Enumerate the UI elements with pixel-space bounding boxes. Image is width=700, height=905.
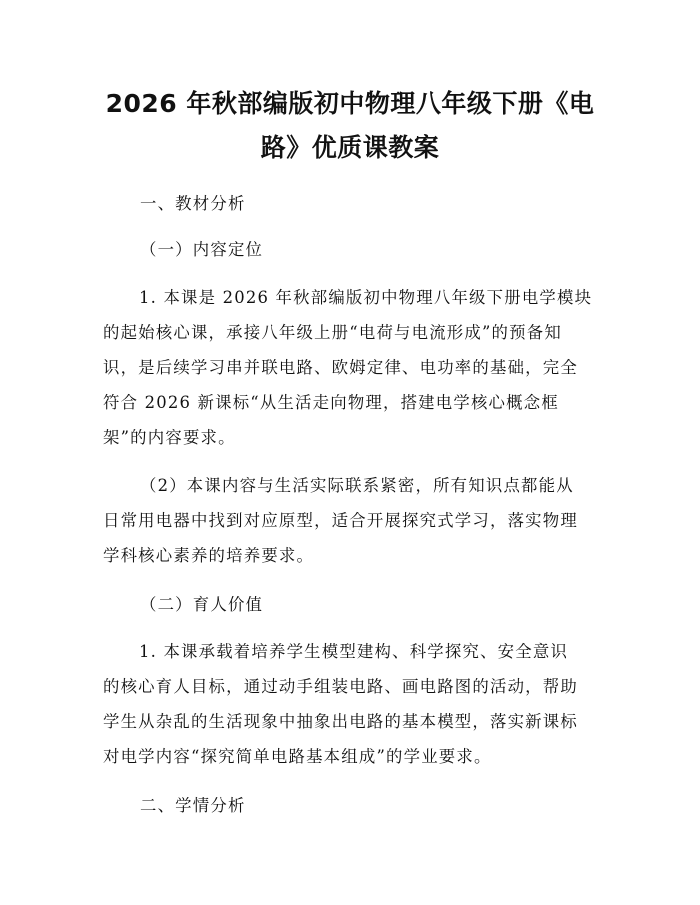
paragraph-line: （2）本课内容与生活实际联系紧密，所有知识点都能从 <box>140 476 574 495</box>
paragraph-line: 1. 本课承载着培养学生模型建构、科学探究、安全意识 <box>139 642 569 661</box>
paragraph-line: 学生从杂乱的生活现象中抽象出电路的基本模型，落实新课标 <box>103 712 578 731</box>
paragraph-line: 符合 2026 新课标“从生活走向物理，搭建电学核心概念框 <box>103 393 559 412</box>
subsection-heading-educational-value: （二）育人价值 <box>140 595 264 614</box>
subsection-heading-content-positioning: （一）内容定位 <box>140 240 264 259</box>
paragraph-line: 的核心育人目标，通过动手组装电路、画电路图的活动，帮助 <box>103 677 578 696</box>
paragraph-line: 的起始核心课，承接八年级上册“电荷与电流形成”的预备知 <box>103 323 562 342</box>
paragraph-line: 日常用电器中找到对应原型，适合开展探究式学习，落实物理 <box>103 511 578 530</box>
section-heading-student-analysis: 二、学情分析 <box>140 796 246 815</box>
paragraph-line: 架”的内容要求。 <box>103 428 236 447</box>
section-heading-teaching-material-analysis: 一、教材分析 <box>140 194 246 213</box>
document-title-line-1: 2026 年秋部编版初中物理八年级下册《电 <box>105 89 595 118</box>
document-title-line-2: 路》优质课教案 <box>260 133 440 162</box>
paragraph-line: 识，是后续学习串并联电路、欧姆定律、电功率的基础，完全 <box>103 358 578 377</box>
paragraph-line: 1. 本课是 2026 年秋部编版初中物理八年级下册电学模块 <box>139 288 593 307</box>
paragraph-line: 对电学内容“探究简单电路基本组成”的学业要求。 <box>103 747 492 766</box>
paragraph-line: 学科核心素养的培养要求。 <box>103 546 315 565</box>
